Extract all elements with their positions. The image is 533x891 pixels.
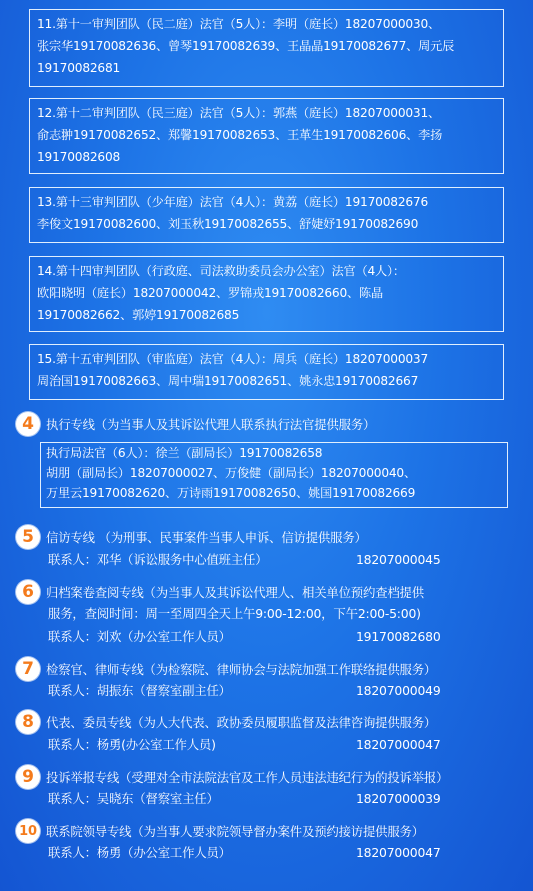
number-4-icon: 4: [16, 412, 40, 436]
contact-phone: 18207000049: [356, 683, 441, 698]
section-7-header: [16, 656, 523, 682]
contact-person: 联系人：杨勇（办公室工作人员）: [48, 845, 231, 860]
number-5-icon: 5: [16, 525, 40, 549]
contact-phone: 19170082680: [356, 629, 441, 644]
team-line: 15.第十五审判团队（审监庭）法官（4人）：周兵（庭长）18207000037: [37, 352, 429, 366]
section-6-hours: [48, 603, 498, 625]
section-5-header: [16, 524, 523, 550]
section-6-extra: 服务，查阅时间：周一至周四全天上午9:00-12:00，下午2:00-5:00): [48, 606, 421, 621]
contact-phone: 18207000047: [356, 845, 441, 860]
team-line: 19170082681: [37, 61, 121, 75]
number-9-icon: 9: [16, 765, 40, 789]
section-9-contact: [48, 788, 498, 810]
section-4-title: 执行专线（为当事人及其诉讼代理人联系执行法官提供服务）: [46, 417, 376, 432]
contact-person: 联系人：邓华（诉讼服务中心值班主任）: [48, 552, 268, 567]
section-9-header: [16, 764, 523, 790]
section-7-title: 检察官、律师专线（为检察院、律师协会与法院加强工作联络提供服务）: [46, 662, 437, 677]
number-10-icon: 10: [16, 819, 40, 843]
number-6-icon: 6: [16, 580, 40, 604]
number-7-icon: 7: [16, 657, 40, 681]
contact-person: 联系人：胡振东（督察室副主任）: [48, 683, 231, 698]
section-5-contact: [48, 549, 498, 571]
team-line: 周治国19170082663、周中瑞19170082651、姚永忠19170082667: [37, 374, 419, 388]
team-line: 13.第十三审判团队（少年庭）法官（4人）：黄荔（庭长）19170082676: [37, 195, 429, 209]
section-8-header: [16, 709, 523, 735]
section-5-title: 信访专线 （为刑事、民事案件当事人申诉、信访提供服务）: [46, 530, 367, 545]
contact-phone: 18207000039: [356, 791, 441, 806]
execution-line: 胡朋（副局长）18207000027、万俊健（副局长）18207000040、: [46, 466, 416, 480]
team-line: 19170082608: [37, 150, 121, 164]
team-line: 14.第十四审判团队（行政庭、司法救助委员会办公室）法官（4人）：: [37, 264, 405, 278]
team-box-13: [29, 187, 504, 243]
team-box-14: [29, 256, 504, 332]
section-6-title: 归档案卷查阅专线（为当事人及其诉讼代理人、相关单位预约查档提供: [46, 585, 424, 600]
section-6-contact: [48, 626, 498, 648]
team-line: 李俊文19170082600、刘玉秋19170082655、舒婕妤19170082690: [37, 217, 419, 231]
section-10-title: 联系院领导专线（为当事人要求院领导督办案件及预约接访提供服务）: [46, 824, 424, 839]
contact-phone: 18207000047: [356, 737, 441, 752]
section-6-header: [16, 579, 523, 605]
team-box-11: [29, 9, 504, 87]
team-box-15: [29, 344, 504, 400]
team-line: 11.第十一审判团队（民二庭）法官（5人）：李明（庭长）18207000030、: [37, 17, 441, 31]
section-8-title: 代表、委员专线（为人大代表、政协委员履职监督及法律咨询提供服务）: [46, 715, 437, 730]
contact-person: 联系人：杨勇(办公室工作人员): [48, 737, 216, 752]
team-line: 12.第十二审判团队（民三庭）法官（5人）：郭燕（庭长）18207000031、: [37, 106, 441, 120]
execution-line: 万里云19170082620、万诗雨19170082650、姚国19170082669: [46, 486, 416, 500]
contact-person: 联系人：吴晓东（督察室主任）: [48, 791, 219, 806]
section-10-contact: [48, 842, 498, 864]
team-box-12: [29, 98, 504, 174]
execution-judges-box: [40, 442, 508, 508]
number-8-icon: 8: [16, 710, 40, 734]
contact-person: 联系人：刘欢（办公室工作人员）: [48, 629, 231, 644]
team-line: 欧阳晓明（庭长）18207000042、罗锦戎19170082660、陈晶: [37, 286, 384, 300]
team-line: 俞志翀19170082652、郑馨19170082653、王革生19170082606、李扬: [37, 128, 443, 142]
section-8-contact: [48, 734, 498, 756]
contact-phone: 18207000045: [356, 552, 441, 567]
execution-line: 执行局法官（6人）：徐兰（副局长）19170082658: [46, 446, 323, 460]
section-4-header: [16, 411, 523, 437]
section-7-contact: [48, 680, 498, 702]
section-9-title: 投诉举报专线（受理对全市法院法官及工作人员违法违纪行为的投诉举报）: [46, 770, 449, 785]
section-10-header: [16, 818, 523, 844]
team-line: 19170082662、郭婷19170082685: [37, 308, 240, 322]
team-line: 张宗华19170082636、曾琴19170082639、王晶晶19170082677、周元辰: [37, 39, 455, 53]
